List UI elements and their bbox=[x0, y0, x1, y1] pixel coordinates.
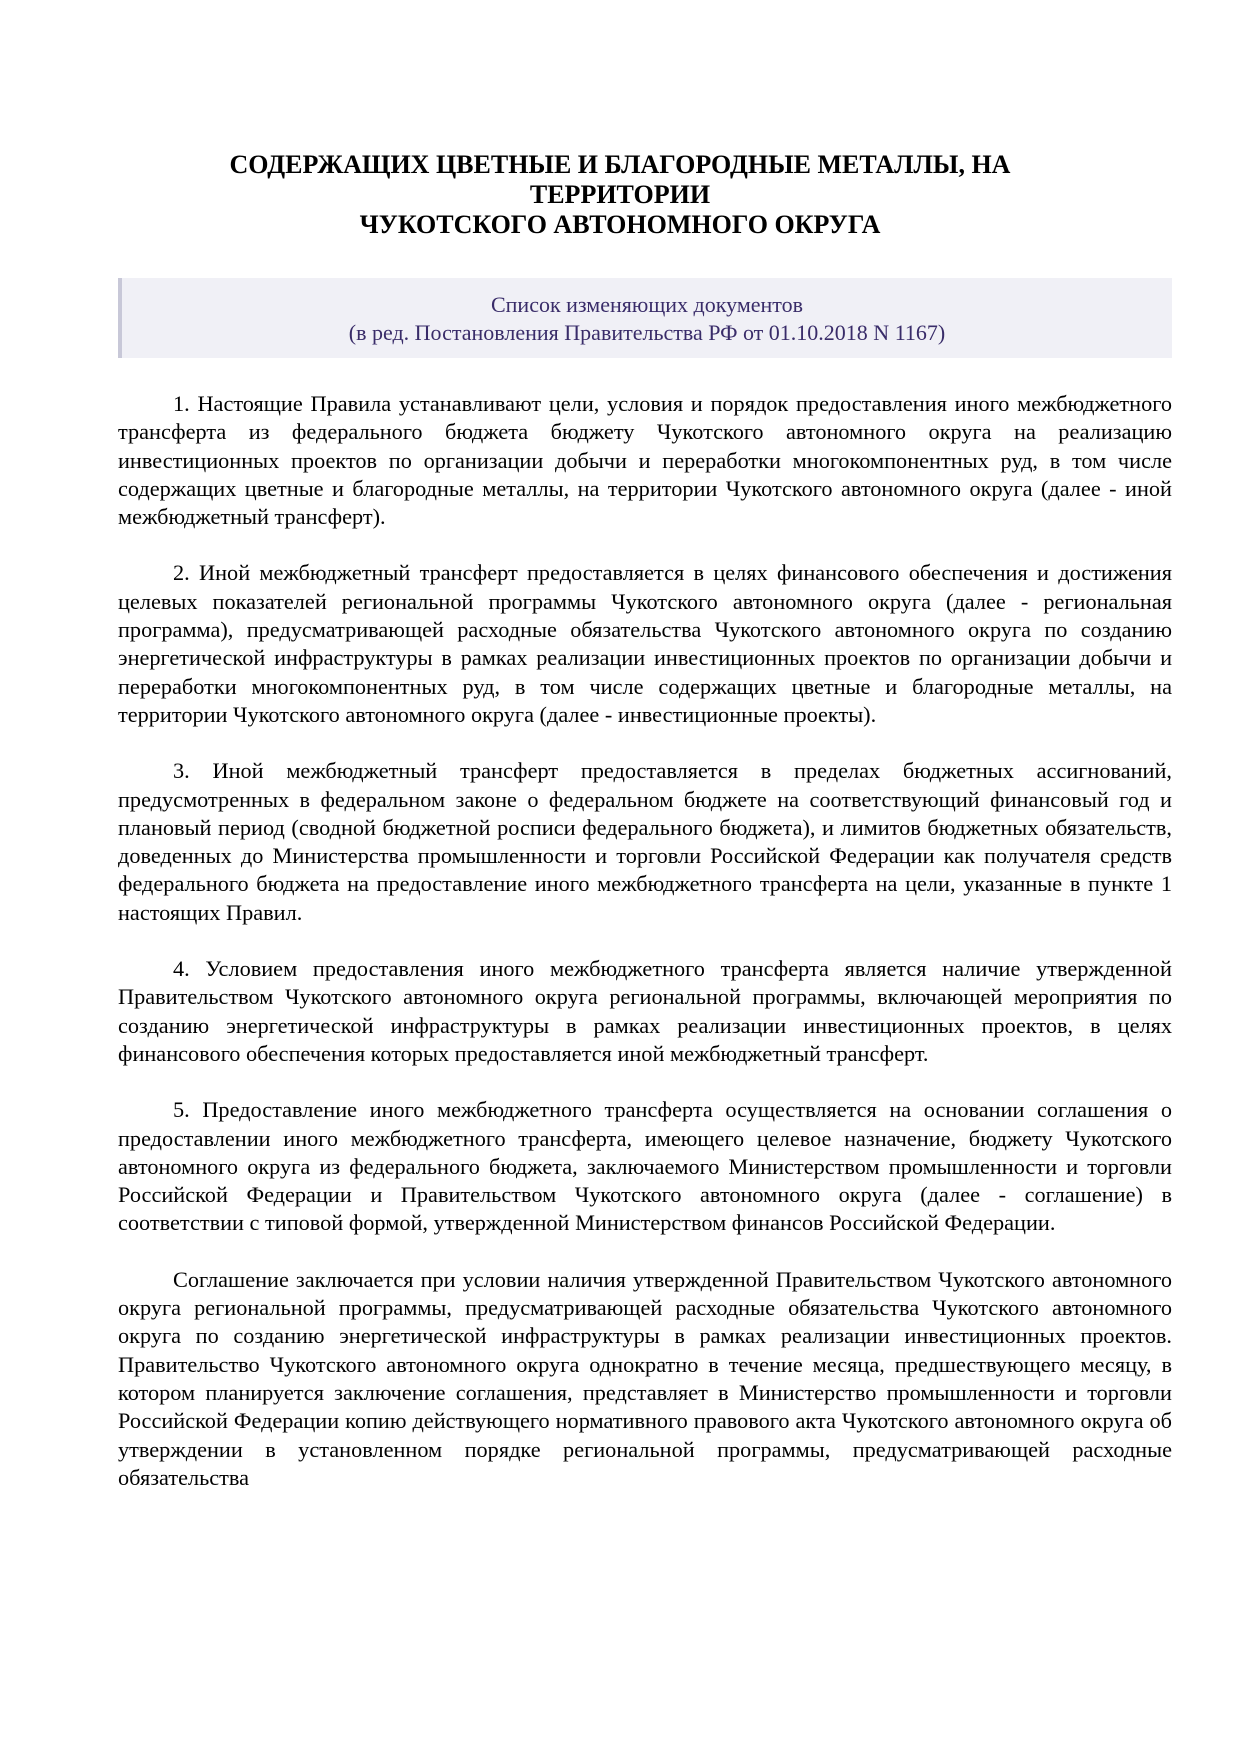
paragraph-1: 1. Настоящие Правила устанавливают цели, условия и порядок предоставления иного межбюджетного трансферта из федерального бюджета бюджету Чукотского автономного округа на реализацию инвестиционных проектов по организации добычи и переработки многокомпонентных руд, в том числе содержащих цветные и благородные металлы, на территории Чукотского автономного округа (далее - иной межбюджетный трансферт). bbox=[118, 391, 1172, 530]
amendments-reference: (в ред. Постановления Правительства РФ от 01.10.2018 N 1167) bbox=[348, 320, 946, 345]
paragraph-4: 4. Условием предоставления иного межбюджетного трансферта является наличие утвержденной Правительством Чукотского автономного округа региональной программы, включающей мероприятия по созданию энергетической инфраструктуры в рамках реализации инвестиционных проектов, в целях финансового обеспечения которых предоставляется иной межбюджетный трансферт. bbox=[118, 956, 1172, 1066]
amendments-heading: Список изменяющих документов bbox=[490, 292, 803, 317]
paragraph-6: Соглашение заключается при условии наличия утвержденной Правительством Чукотского автономного округа региональной программы, предусматривающей расходные обязательства Чукотского автономного округа по созданию энергетической инфраструктуры в рамках реализации инвестиционных проектов. Правительство Чукотского автономного округа однократно в течение месяца, предшествующего месяцу, в котором планируется заключение соглашения, представляет в Министерство промышленности и торговли Российской Федерации копию действующего нормативного правового акта Чукотского автономного округа об утверждении в установленном порядке региональной программы, предусматривающей расходные обязательства bbox=[118, 1266, 1172, 1490]
paragraph-5: 5. Предоставление иного межбюджетного трансферта осуществляется на основании соглашения о предоставлении иного межбюджетного трансферта, имеющего целевое назначение, бюджету Чукотского автономного округа из федерального бюджета, заключаемого Министерством промышленности и торговли Российской Федерации и Правительством Чукотского автономного округа (далее - соглашение) в соответствии с типовой формой, утвержденной Министерством финансов Российской Федерации. bbox=[118, 1097, 1172, 1236]
paragraph-3: 3. Иной межбюджетный трансферт предоставляется в пределах бюджетных ассигнований, предусмотренных в федеральном законе о федеральном бюджете на соответствующий финансовый год и плановый период (сводной бюджетной росписи федерального бюджета), и лимитов бюджетных обязательств, доведенных до Министерства промышленности и торговли Российской Федерации как получателя средств федерального бюджета на предоставление иного межбюджетного трансферта на цели, указанные в пункте 1 настоящих Правил. bbox=[118, 758, 1172, 925]
amendments-box bbox=[118, 278, 1172, 358]
title-line-2: ТЕРРИТОРИИ bbox=[529, 180, 711, 209]
title-line-3: ЧУКОТСКОГО АВТОНОМНОГО ОКРУГА bbox=[359, 210, 881, 239]
document-title bbox=[118, 150, 1122, 240]
paragraph-2: 2. Иной межбюджетный трансферт предоставляется в целях финансового обеспечения и достижения целевых показателей региональной программы Чукотского автономного округа (далее - региональная программа), предусматривающей расходные обязательства Чукотского автономного округа по созданию энергетической инфраструктуры в рамках реализации инвестиционных проектов по организации добычи и переработки многокомпонентных руд, в том числе содержащих цветные и благородные металлы, на территории Чукотского автономного округа (далее - инвестиционные проекты). bbox=[118, 560, 1172, 727]
title-line-1: СОДЕРЖАЩИХ ЦВЕТНЫЕ И БЛАГОРОДНЫЕ МЕТАЛЛЫ, НА bbox=[229, 150, 1011, 179]
document-body bbox=[118, 390, 1172, 1520]
